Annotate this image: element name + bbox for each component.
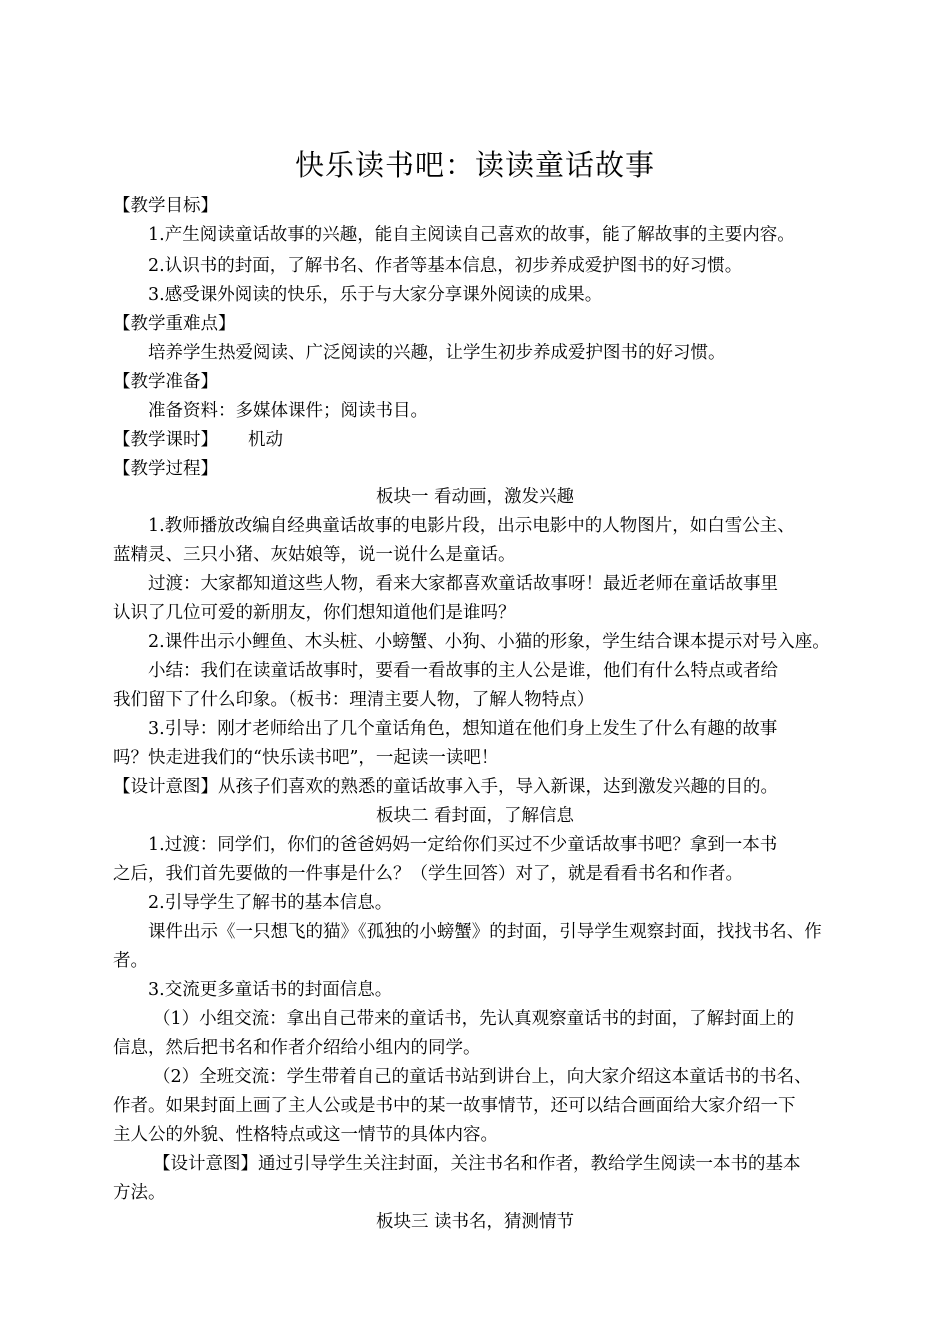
paragraph-line: 1.过渡：同学们，你们的爸爸妈妈一定给你们买过不少童话故事书吧？拿到一本书 [148, 835, 778, 855]
heading-teaching-goals: 【教学目标】 [113, 196, 218, 216]
paragraph-line: 过渡：大家都知道这些人物，看来大家都喜欢童话故事呀！最近老师在童话故事里 [148, 574, 778, 594]
design-intent-1: 【设计意图】从孩子们喜欢的熟悉的童话故事入手，导入新课，达到激发兴趣的目的。 [113, 777, 778, 797]
section-3-title: 板块三 读书名，猜测情节 [375, 1212, 575, 1232]
paragraph-line: 者。 [113, 951, 148, 971]
paragraph-line: 认识了几位可爱的新朋友，你们想知道他们是谁吗？ [113, 603, 516, 623]
paragraph-line: 主人公的外貌、性格特点或这一情节的具体内容。 [113, 1125, 498, 1145]
heading-process: 【教学过程】 [113, 459, 218, 479]
paragraph-line: 信息，然后把书名和作者介绍给小组内的同学。 [113, 1038, 481, 1058]
paragraph-line: 2.课件出示小鲤鱼、木头桩、小螃蟹、小狗、小猫的形象，学生结合课本提示对号入座。 [148, 632, 830, 652]
goal-1-text: 1.产生阅读童话故事的兴趣，能自主阅读自己喜欢的故事，能了解故事的主要内容。 [148, 225, 795, 245]
goal-2-text: 2.认识书的封面，了解书名、作者等基本信息，初步养成爱护图书的好习惯。 [148, 256, 743, 276]
key-points-text: 培养学生热爱阅读、广泛阅读的兴趣，让学生初步养成爱护图书的好习惯。 [148, 343, 726, 363]
section-2-title: 板块二 看封面，了解信息 [375, 806, 575, 826]
paragraph-line: 我们留下了什么印象。（板书：理清主要人物，了解人物特点） [113, 690, 595, 710]
page-title: 快乐读书吧：读读童话故事 [294, 148, 655, 182]
preparation-text: 准备资料：多媒体课件；阅读书目。 [148, 401, 428, 421]
goal-3-text: 3.感受课外阅读的快乐，乐于与大家分享课外阅读的成果。 [148, 285, 603, 305]
paragraph-line: （1）小组交流：拿出自己带来的童话书，先认真观察童话书的封面，了解封面上的 [153, 1009, 795, 1029]
paragraph-line: （2）全班交流：学生带着自己的童话书站到讲台上，向大家介绍这本童话书的书名、 [153, 1067, 812, 1087]
paragraph-line: 3.引导：刚才老师给出了几个童话角色，想知道在他们身上发生了什么有趣的故事 [148, 719, 778, 739]
paragraph-line: 作者。如果封面上画了主人公或是书中的某一故事情节，还可以结合画面给大家介绍一下 [113, 1096, 796, 1116]
section-1-title: 板块一 看动画，激发兴趣 [375, 487, 575, 507]
paragraph-line: 吗？快走进我们的“快乐读书吧”，一起读一读吧！ [113, 748, 499, 768]
paragraph-line: 课件出示《一只想飞的猫》《孤独的小螃蟹》的封面，引导学生观察封面，找找书名、作 [148, 922, 822, 942]
paragraph-line: 2.引导学生了解书的基本信息。 [148, 893, 393, 913]
heading-key-points: 【教学重难点】 [113, 314, 236, 334]
heading-class-hours: 【教学课时】 [113, 430, 218, 450]
paragraph-line: 方法。 [113, 1183, 166, 1203]
paragraph-line: 蓝精灵、三只小猪、灰姑娘等，说一说什么是童话。 [113, 545, 516, 565]
paragraph-line: 小结：我们在读童话故事时，要看一看故事的主人公是谁，他们有什么特点或者给 [148, 661, 778, 681]
heading-preparation: 【教学准备】 [113, 372, 218, 392]
design-intent-2: 【设计意图】通过引导学生关注封面，关注书名和作者，教给学生阅读一本书的基本 [153, 1154, 801, 1174]
paragraph-line: 1.教师播放改编自经典童话故事的电影片段，出示电影中的人物图片，如白雪公主、 [148, 516, 795, 536]
paragraph-line: 之后，我们首先要做的一件事是什么？（学生回答）对了，就是看看书名和作者。 [113, 864, 743, 884]
class-hours-value: 机动 [248, 430, 283, 450]
paragraph-line: 3.交流更多童话书的封面信息。 [148, 980, 393, 1000]
